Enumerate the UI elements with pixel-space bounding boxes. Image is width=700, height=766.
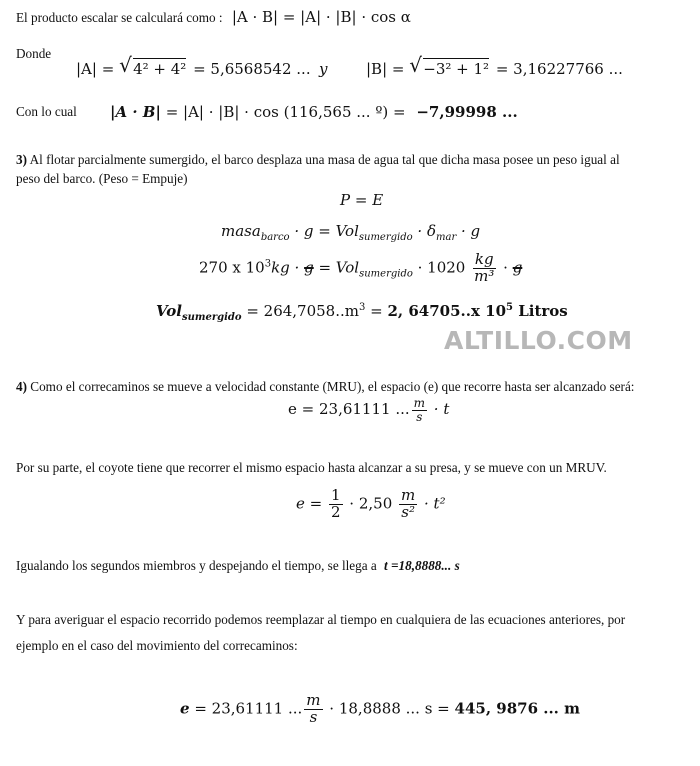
eq4-sub: sumergido (181, 312, 242, 323)
eq4-vol: Vol (156, 302, 182, 320)
eq4-mid: = 264,7058..m (241, 302, 359, 320)
intro-sentence (16, 8, 411, 26)
dot-product-value: −7,99998 ... (416, 103, 518, 121)
scalar-product-formula: |A · B| = |A| · |B| · cos α (231, 8, 411, 26)
igualando-text: Igualando los segundos miembros y despejando el tiempo, se llega a (16, 558, 377, 573)
eq3-frac-den: m³ (474, 266, 495, 285)
equation-submerged-volume-result (156, 302, 568, 323)
final-distance-value: 445, 9876 ... m (454, 699, 581, 718)
modulus-a-lhs: |A| = (76, 60, 115, 78)
eq3-g-cancelled-left: g (304, 258, 314, 277)
mru-velocity-unit-fraction (412, 397, 427, 423)
mruv-frac-den: s² (401, 502, 415, 521)
equation-numeric-substitution (199, 252, 522, 285)
eq2-vol-sub: sumergido (358, 232, 413, 243)
mruv-lhs: e = (296, 494, 327, 513)
sqrt-a-radicand: 4² + 4² (133, 60, 187, 78)
eq2-mid: · g = Vol (289, 222, 359, 240)
problem-3-line2: peso del barco. (Peso = Empuje) (16, 171, 188, 186)
dot-product-result-equation (110, 103, 518, 121)
modulus-b-lhs: |B| = (366, 60, 405, 78)
final-e: e (180, 699, 190, 718)
averiguar-line2: ejemplo en el caso del movimiento del correcaminos: (16, 638, 298, 653)
modulus-a-value: = 5,6568542 ... (193, 60, 311, 78)
mruv-half-den: 2 (330, 502, 341, 521)
conjunction-y: y (319, 60, 328, 78)
mruv-half-fraction (329, 488, 343, 521)
mruv-half-num: 1 (330, 486, 341, 504)
problem-4-number: 4) (16, 379, 27, 394)
eq4-result: 2, 64705..x 10 (387, 302, 507, 320)
final-velocity-unit-fraction (304, 693, 322, 726)
eq3-frac-num: kg (474, 250, 494, 268)
eq3-density-unit-fraction (472, 252, 496, 285)
coyote-text: Por su parte, el coyote tiene que recorrer el mismo espacio hasta alcanzar a su presa, y se mueve con un MRUV. (16, 460, 607, 475)
eq3-lhs: 270 x 10 (199, 258, 265, 277)
averiguar-line1: Y para averiguar el espacio recorrido podemos reemplazar al tiempo en cualquiera de las ecuaciones anteriores, por (16, 612, 626, 627)
mruv-mid: · 2,50 (344, 494, 398, 513)
eq4-eq: = (365, 302, 388, 320)
eq3-g-cancelled-right: g (512, 258, 523, 277)
dot-product-mid: = |A| · |B| · cos (116,565 ... º) = (165, 103, 406, 121)
problem-3-line1 (16, 152, 620, 168)
eq3-rho: · 1020 (412, 258, 471, 277)
sqrt-a: √ 4² + 4² (119, 53, 187, 78)
sqrt-b: √ −3² + 1² (409, 53, 490, 78)
dot-product-lhs: |A · B| (110, 103, 161, 121)
equation-final-distance (180, 693, 580, 726)
donde-label: Donde (16, 46, 52, 61)
problem-3-number: 3) (16, 152, 27, 167)
equation-mru (288, 397, 449, 423)
eq2-delta-sub: mar (436, 232, 457, 243)
mru-end: · t (429, 400, 450, 419)
modulus-b-value: = 3,16227766 ... (495, 60, 623, 78)
mruv-end: · t² (419, 494, 446, 513)
time-result: t =18,8888... s (384, 558, 460, 573)
problem-4-text: Como el correcaminos se mueve a velocidad constante (MRU), el espacio (e) que recorre hasta ser alcanzado será: (30, 379, 635, 394)
eq2-end: · g (456, 222, 481, 240)
eq4-result-exp: 5 (506, 302, 513, 313)
eq3-dot: · (498, 258, 513, 277)
modulus-b-equation (366, 53, 623, 78)
equation-mruv (296, 488, 446, 521)
eq3-kg: kg · (271, 258, 305, 277)
igualando-line (16, 558, 460, 574)
sqrt-b-radicand: −3² + 1² (423, 60, 490, 78)
final-mid2: · 18,8888 ... s = (324, 699, 455, 718)
eq4-exp: 3 (358, 302, 366, 313)
mru-frac-den: s (416, 409, 423, 424)
con-lo-cual-label: Con lo cual (16, 104, 77, 119)
equation-p-equals-e: P = E (340, 191, 384, 209)
intro-text: El producto escalar se calculará como : (16, 10, 223, 25)
mru-lhs: e = 23,61111 ... (288, 400, 410, 419)
modulus-a-equation (76, 53, 311, 78)
final-mid: = 23,61111 ... (189, 699, 303, 718)
mru-frac-num: m (413, 396, 426, 410)
eq2-masa-sub: barco (260, 232, 290, 243)
eq3-mid: = Vol (313, 258, 360, 277)
problem-4-line (16, 379, 634, 395)
final-frac-num: m (306, 691, 321, 709)
final-frac-den: s (309, 707, 318, 726)
eq2-masa: masa (221, 222, 261, 240)
eq4-unit: Litros (513, 302, 568, 320)
equation-mass-volume (221, 222, 480, 243)
eq3-sub: sumergido (359, 268, 413, 280)
watermark-logo: ALTILLO.COM (444, 326, 633, 355)
mruv-accel-unit-fraction (399, 488, 417, 521)
problem-3-text1: Al flotar parcialmente sumergido, el barco desplaza una masa de agua tal que dicha masa posee un peso igual al (29, 152, 620, 167)
eq2-delta: · δ (412, 222, 436, 240)
mruv-frac-num: m (401, 486, 416, 504)
eq3-exp: 3 (264, 258, 272, 270)
